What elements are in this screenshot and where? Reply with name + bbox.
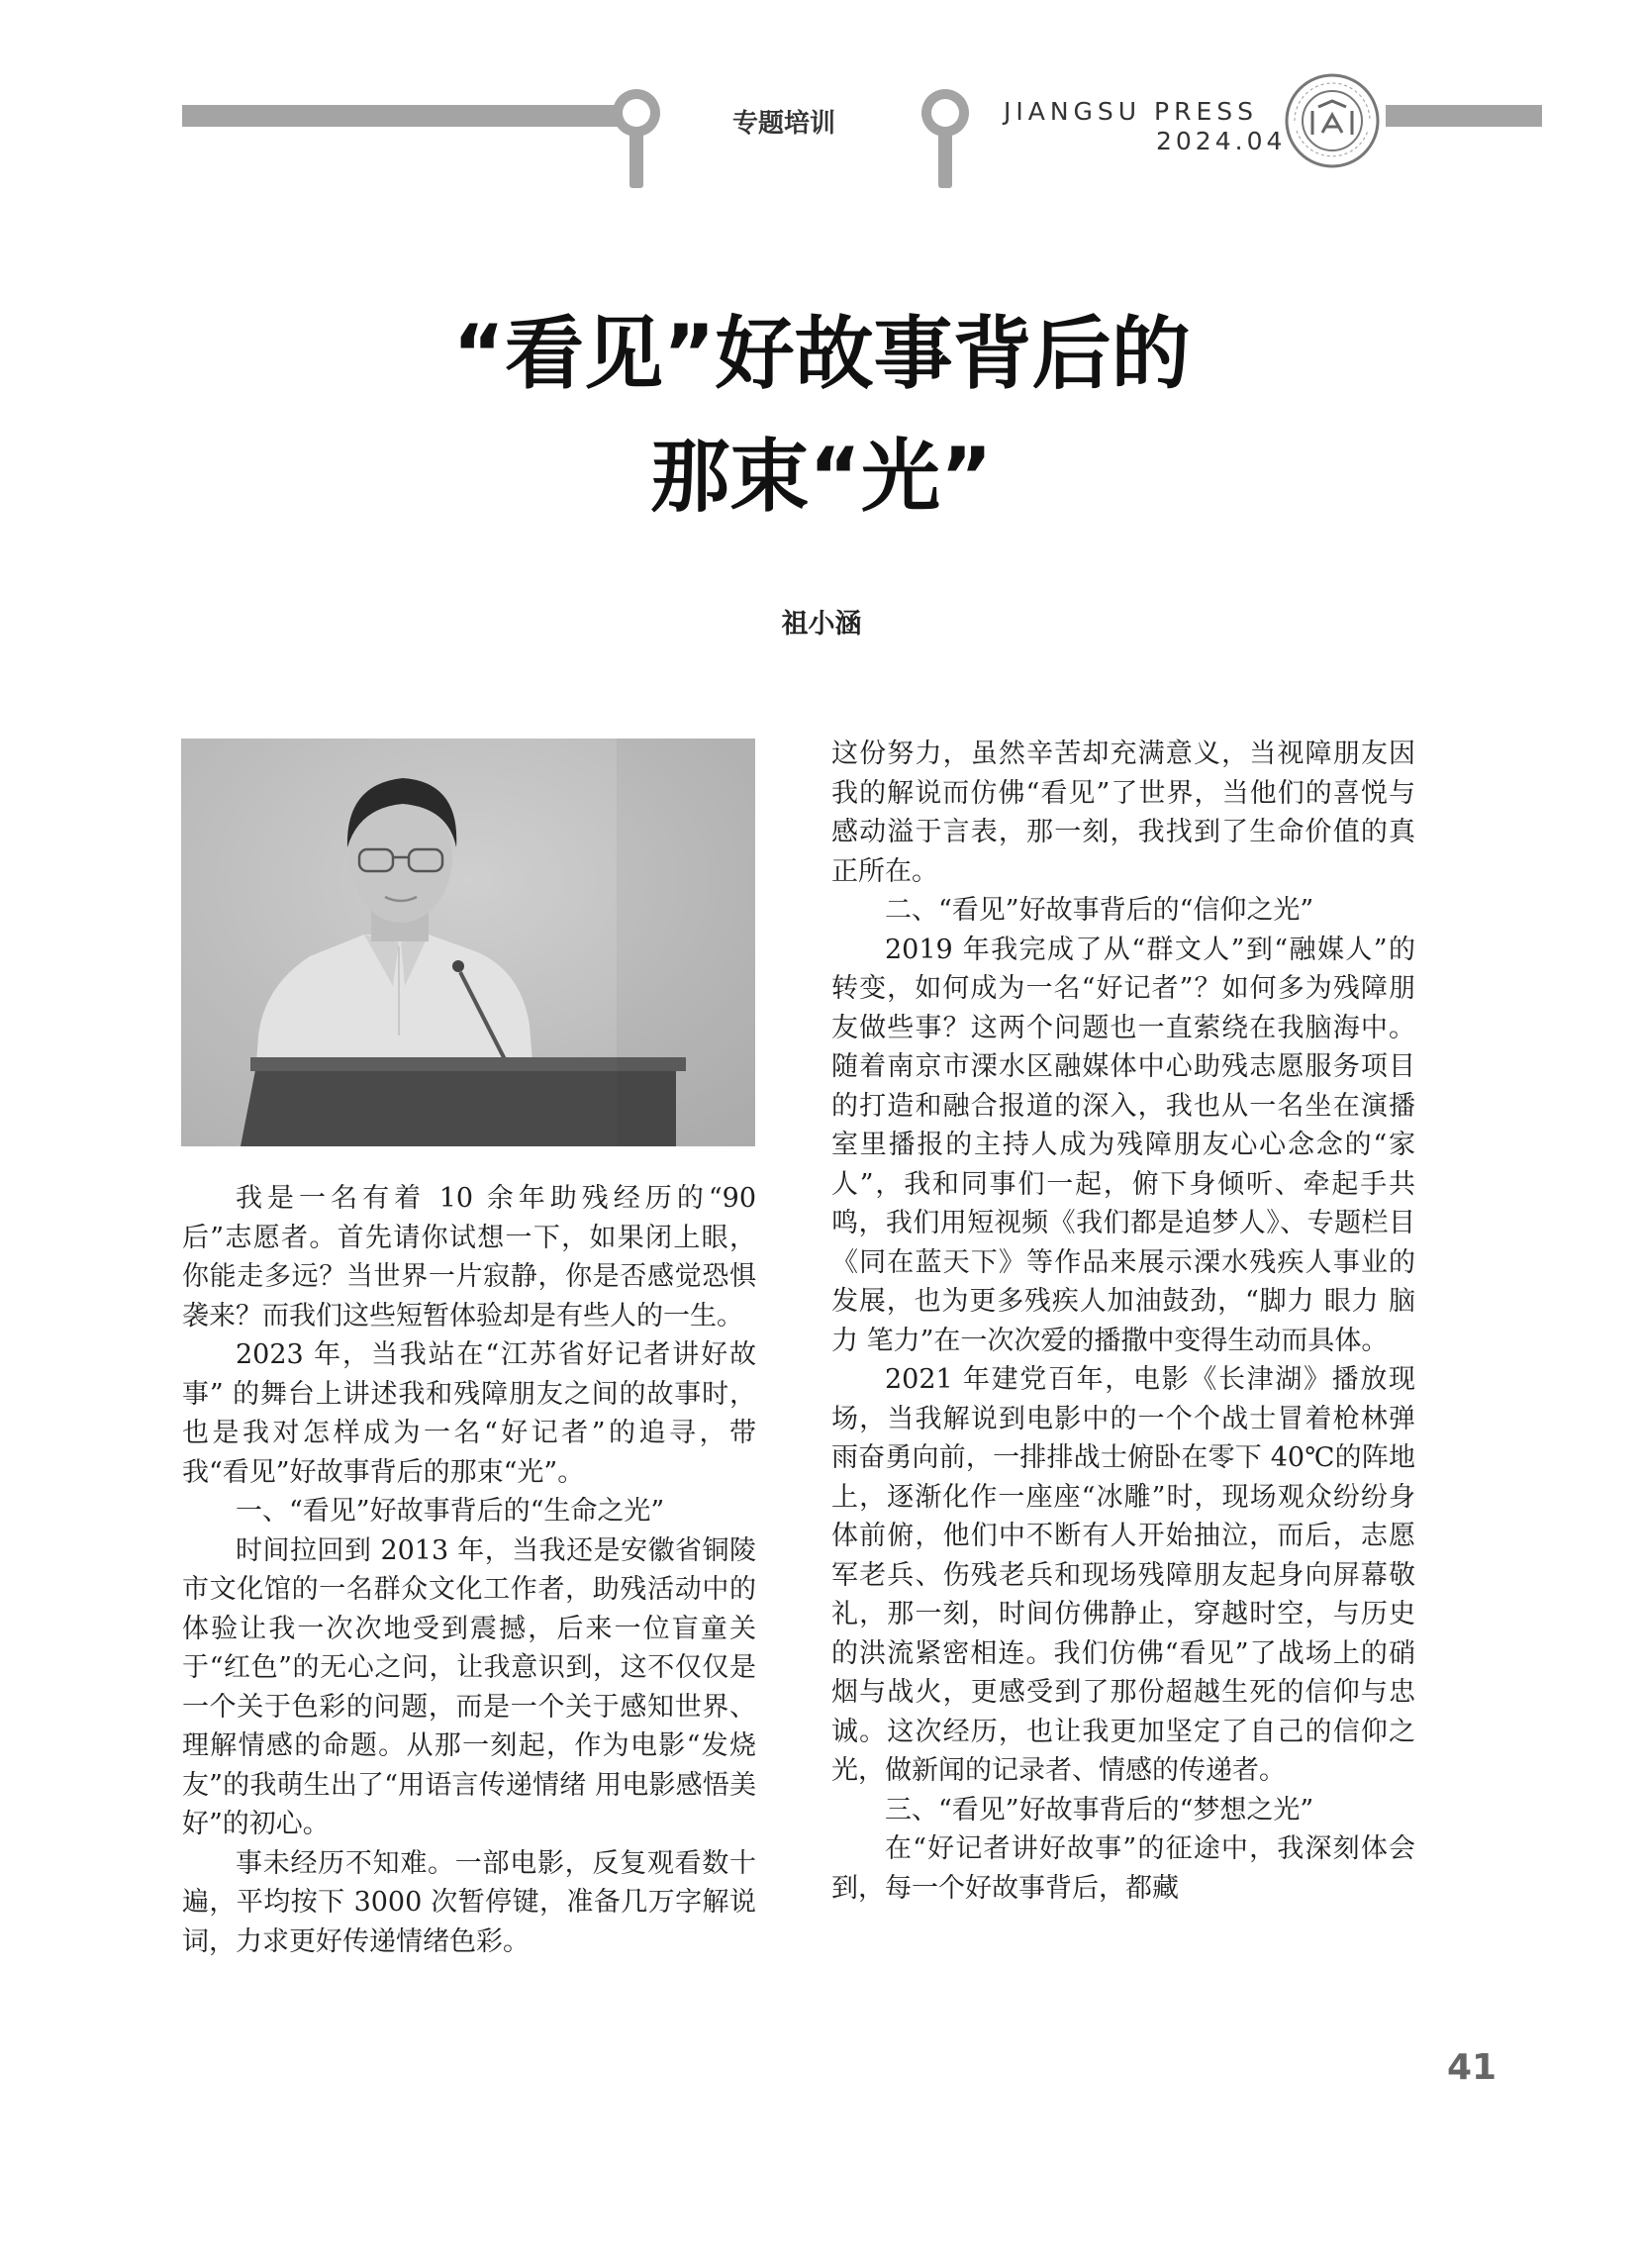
paragraph-continuation: 这份努力，虽然辛苦却充满意义，当视障朋友因我的解说而仿佛“看见”了世界，当他们的喜悦与感动溢于言表，那一刻，我找到了生命价值的真正所在。 (831, 739, 1415, 887)
article-title-line-2: 那束“光” (650, 431, 993, 523)
section-heading: 三、“看见”好故事背后的“梦想之光” (885, 1794, 1314, 1825)
paragraph: 2019 年我完成了从“群文人”到“融媒人”的转变，如何成为一名“好记者”？如何多为残障朋友做些事？这两个问题也一直萦绕在我脑海中。随着南京市溧水区融媒体中心助残志愿服务项目的打造和融合报道的深入，我也从一名坐在演播室里播报的主持人成为残障朋友心心念念的“家人”，我和同事们一起，俯下身倾听、牵起手共鸣，我们用短视频《我们都是追梦人》、专题栏目《同在蓝天下》等作品来展示溧水残疾人事业的发展，也为更多残疾人加油鼓劲，“脚力 眼力 脑力 笔力”在一次次爱的播撒中变得生动而具体。 (831, 934, 1415, 1356)
header-bar-left (182, 105, 633, 127)
section-label: 专题培训 (732, 109, 836, 139)
article-body-right-column (831, 735, 1415, 1908)
paragraph: 时间拉回到 2013 年，当我还是安徽省铜陵市文化馆的一名群众文化工作者，助残活动中的体验让我一次次地受到震撼，后来一位盲童关于“红色”的无心之问，让我意识到，这不仅仅是一个关于色彩的问题，而是一个关于感知世界、理解情感的命题。从那一刻起，作为电影“发烧友”的我萌生出了“用语言传递情绪 用电影感悟美好”的初心。 (182, 1534, 756, 1839)
section-heading: 二、“看见”好故事背后的“信仰之光” (885, 895, 1314, 926)
article-body-left-column (182, 1179, 756, 1961)
header-bar-right (1386, 105, 1542, 127)
location-pin-icon (606, 83, 667, 192)
magazine-name: JIANGSU PRESS (1004, 97, 1259, 126)
issue-number: 2024.04 (1156, 127, 1287, 155)
paragraph: 在“好记者讲好故事”的征途中，我深刻体会到，每一个好故事背后，都藏 (831, 1833, 1415, 1904)
author-speaking-photo (181, 739, 755, 1146)
article-title-line-1: “看见”好故事背后的 (452, 308, 1191, 400)
paragraph: 我是一名有着 10 余年助残经历的“90 后”志愿者。首先请你试想一下，如果闭上眼，你能走多远？当世界一片寂静，你是否感觉恐惧袭来？而我们这些短暂体验却是有些人的一生。 (182, 1183, 756, 1331)
paragraph: 2021 年建党百年，电影《长津湖》播放现场，当我解说到电影中的一个个战士冒着枪林弹雨奋勇向前，一排排战士俯卧在零下 40℃的阵地上，逐渐化作一座座“冰雕”时，现场观众纷纷身体前俯，他们中不断有人开始抽泣，而后，志愿军老兵、伤残老兵和现场残障朋友起身向屏幕敬礼，那一刻，时间仿佛静止，穿越时空，与历史的洪流紧密相连。我们仿佛“看见”了战场上的硝烟与战火，更感受到了那份超越生死的信仰与忠诚。这次经历，也让我更加坚定了自己的信仰之光，做新闻的记录者、情感的传递者。 (831, 1364, 1415, 1786)
section-heading: 一、“看见”好故事背后的“生命之光” (236, 1496, 665, 1527)
page-number: 41 (1447, 2047, 1498, 2088)
paragraph: 2023 年，当我站在“江苏省好记者讲好故事” 的舞台上讲述我和残障朋友之间的故事时，也是我对怎样成为一名“好记者”的追寻，带我“看见”好故事背后的那束“光”。 (182, 1339, 756, 1488)
author-name: 祖小涵 (781, 609, 862, 640)
association-seal-logo (1283, 71, 1382, 170)
paragraph: 事未经历不知难。一部电影，反复观看数十遍，平均按下 3000 次暂停键，准备几万字解说词，力求更好传递情绪色彩。 (182, 1847, 756, 1957)
location-pin-icon (915, 83, 976, 192)
